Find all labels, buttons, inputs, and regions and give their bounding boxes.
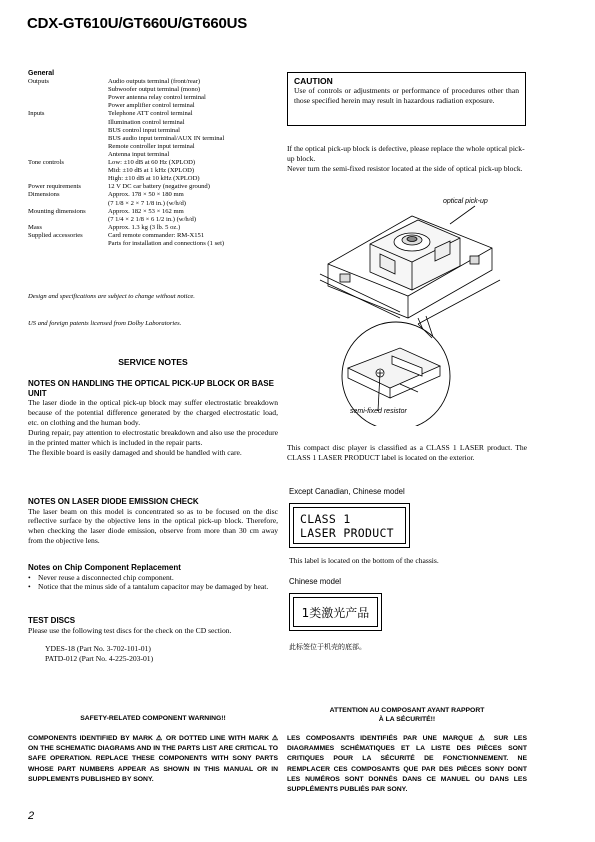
spec-value-line: Antenna input terminal bbox=[108, 150, 170, 158]
chinese-laser-text: 1类激光产品 bbox=[301, 605, 370, 620]
optical-heading: NOTES ON HANDLING THE OPTICAL PICK-UP BLOCK OR BASE UNIT bbox=[28, 379, 274, 398]
spec-value-line: Power amplifier control terminal bbox=[108, 102, 195, 110]
spec-row bbox=[28, 78, 278, 110]
optical-notes-section bbox=[28, 379, 278, 457]
optical-pickup-illustration bbox=[300, 196, 530, 426]
spec-value-line: Card remote commander: RM-X151 bbox=[108, 231, 205, 239]
chip-heading: Notes on Chip Component Replacement bbox=[28, 563, 181, 572]
test-disc-1: YDES-18 (Part No. 3-702-101-01) bbox=[45, 644, 151, 654]
spec-row bbox=[28, 232, 278, 248]
spec-row bbox=[28, 183, 278, 191]
spec-values bbox=[108, 78, 278, 110]
spec-row bbox=[28, 208, 278, 224]
spec-values bbox=[108, 208, 278, 224]
spec-value-line: Parts for installation and connections (1 set) bbox=[108, 239, 225, 247]
spec-values bbox=[108, 191, 278, 207]
spec-label: Dimensions bbox=[28, 191, 60, 199]
spec-value-line: Low: ±10 dB at 60 Hz (XPLOD) bbox=[108, 159, 196, 167]
optical-paragraph-1: The laser diode in the optical pick-up block may suffer electrostatic breakdown because of the potential difference generated by the charged electrostatic load, etc. on clothing and the human body. bbox=[28, 398, 278, 427]
safety-warning-fr-text: LES COMPOSANTS IDENTIFIÉS PAR UNE MARQUE ⚠ SUR LES DIAGRAMMES SCHÉMATIQUES ET LA LISTE DES PIÈCES SONT CRITIQUES POUR LA SÉCURITÉ DE FONCTIONNEMENT. NE REMPLACER CES COMPOSANTS QUE PAR DES PIÈCES SONY DONT LES NUMÉROS SONT DONNÉS DANS CE MANUEL OU DANS LES SUPPLÉMENTS PUBLIÉS PAR SONY. bbox=[287, 735, 527, 794]
spec-value-line: Illumination control terminal bbox=[108, 118, 185, 126]
safety-warning-title: SAFETY-RELATED COMPONENT WARNING!! bbox=[80, 715, 226, 722]
spec-values bbox=[108, 159, 278, 183]
spec-value-line: Approx. 182 × 53 × 162 mm bbox=[108, 207, 184, 215]
spec-value-line: (7 1/8 × 2 × 7 1/8 in.) (w/h/d) bbox=[108, 199, 186, 207]
fr-title-line-1: ATTENTION AU COMPOSANT AYANT RAPPORT bbox=[329, 707, 485, 714]
test-discs-section bbox=[28, 616, 278, 664]
spec-value-line: Mid: ±10 dB at 1 kHz (XPLOD) bbox=[108, 167, 195, 175]
spec-label: Tone controls bbox=[28, 159, 64, 167]
spec-value-line: Telephone ATT control terminal bbox=[108, 110, 193, 118]
class1-text: CLASS 1 bbox=[300, 512, 351, 526]
caution-text: Use of controls or adjustments or performance of procedures other than those specified herein may result in hazardous radiation exposure. bbox=[294, 86, 519, 105]
caution-box bbox=[287, 72, 526, 126]
spec-value-line: Remote controller input terminal bbox=[108, 142, 195, 150]
spec-label: Power requirements bbox=[28, 183, 81, 191]
spec-value-line: Approx. 1.3 kg (3 lb. 5 oz.) bbox=[108, 223, 181, 231]
spec-value-line: 12 V DC car battery (negative ground) bbox=[108, 183, 210, 191]
semi-fixed-resistor-label: semi-fixed resistor bbox=[350, 408, 407, 415]
spec-value-line: Power antenna relay control terminal bbox=[108, 94, 206, 102]
bottom-chassis-note: This label is located on the bottom of the chassis. bbox=[289, 556, 439, 565]
laser-check-section bbox=[28, 497, 278, 546]
pickup-notes bbox=[287, 144, 527, 174]
chip-section bbox=[28, 563, 278, 592]
specs-heading: General bbox=[28, 70, 55, 77]
spec-label: Mass bbox=[28, 223, 42, 231]
laser-product-text: This compact disc player is classified as a CLASS 1 LASER product. The CLASS 1 LASER PRODUCT label is located on the exterior. bbox=[287, 443, 527, 462]
optical-pickup-label: optical pick-up bbox=[443, 198, 488, 205]
spec-label: Mounting dimensions bbox=[28, 207, 86, 215]
chinese-model-label: Chinese model bbox=[289, 577, 342, 586]
laser-check-paragraph: The laser beam on this model is concentrated so as to be focused on the disc reflective surface by the objective lens in the optical pick-up block. Therefore, when checking the laser diode emission, observe from more than 30 cm away from the objective lens. bbox=[28, 506, 278, 546]
spec-label: Inputs bbox=[28, 110, 45, 118]
spec-label: Supplied accessories bbox=[28, 231, 83, 239]
spec-row bbox=[28, 159, 278, 183]
test-disc-2: PATD-012 (Part No. 4-225-203-01) bbox=[45, 654, 154, 664]
pickup-text-2: Never turn the semi-fixed resistor located at the side of optical pick-up block. bbox=[287, 163, 523, 173]
spec-value-line: (7 1/4 × 2 1/8 × 6 1/2 in.) (w/h/d) bbox=[108, 215, 197, 223]
page-number: 2 bbox=[28, 810, 35, 822]
spec-value-line: High: ±10 dB at 10 kHz (XPLOD) bbox=[108, 175, 200, 183]
except-model-label: Except Canadian, Chinese model bbox=[289, 487, 405, 496]
spec-row bbox=[28, 224, 278, 232]
spec-row bbox=[28, 191, 278, 207]
caution-title: CAUTION bbox=[294, 76, 333, 86]
spec-value-line: BUS control input terminal bbox=[108, 126, 180, 134]
spec-values bbox=[108, 224, 278, 232]
test-discs-heading: TEST DISCS bbox=[28, 616, 76, 625]
spec-values bbox=[108, 183, 278, 191]
safety-warning-text: COMPONENTS IDENTIFIED BY MARK ⚠ OR DOTTED LINE WITH MARK ⚠ ON THE SCHEMATIC DIAGRAMS AND IN THE PARTS LIST ARE CRITICAL TO SAFE OPERATION. REPLACE THESE COMPONENTS WITH SONY PARTS WHOSE PART NUMBERS APPEAR AS SHOWN IN THIS MANUAL OR IN SUPPLEMENTS PUBLISHED BY SONY. bbox=[28, 735, 278, 783]
test-discs-paragraph: Please use the following test discs for the check on the CD section. bbox=[28, 625, 232, 635]
pickup-drawing bbox=[300, 196, 530, 426]
spec-values bbox=[108, 232, 278, 248]
safety-warning-fr-title bbox=[287, 706, 527, 724]
laser-product-label-text: LASER PRODUCT bbox=[300, 526, 394, 540]
patent-note: US and foreign patents licensed from Dolby Laboratories. bbox=[28, 320, 182, 327]
spec-row bbox=[28, 110, 278, 159]
chinese-note: 此标签位于机壳的底部。 bbox=[289, 643, 366, 651]
spec-value-line: Audio outputs terminal (front/rear) bbox=[108, 78, 201, 86]
page-title: CDX-GT610U/GT660U/GT660US bbox=[27, 15, 248, 32]
chip-item-2: • Notice that the minus side of a tantalum capacitor may be damaged by heat. bbox=[28, 582, 269, 592]
spec-value-line: Subwoofer output terminal (mono) bbox=[108, 86, 201, 94]
fr-title-line-2: À LA SÉCURITÉ!! bbox=[378, 716, 436, 723]
class1-laser-label bbox=[289, 503, 410, 548]
laser-check-heading: NOTES ON LASER DIODE EMISSION CHECK bbox=[28, 497, 199, 506]
spec-values bbox=[108, 110, 278, 159]
chinese-laser-label bbox=[289, 593, 382, 631]
optical-paragraph-2: During repair, pay attention to electrostatic breakdown and also use the procedure in the printed matter which is included in the repair parts. bbox=[28, 427, 278, 447]
specs-table bbox=[28, 70, 278, 248]
spec-label: Outputs bbox=[28, 78, 49, 86]
spec-value-line: BUS audio input terminal/AUX IN terminal bbox=[108, 134, 225, 142]
optical-paragraph-3: The flexible board is easily damaged and should be handled with care. bbox=[28, 447, 242, 457]
pickup-text-1: If the optical pick-up block is defective, please replace the whole optical pick-up block. bbox=[287, 144, 525, 163]
chip-item-1: • Never reuse a disconnected chip component. bbox=[28, 572, 174, 582]
design-note: Design and specifications are subject to change without notice. bbox=[28, 293, 195, 300]
spec-rows bbox=[28, 78, 278, 248]
service-notes-title: SERVICE NOTES bbox=[118, 357, 188, 367]
spec-value-line: Approx. 178 × 50 × 180 mm bbox=[108, 191, 184, 199]
